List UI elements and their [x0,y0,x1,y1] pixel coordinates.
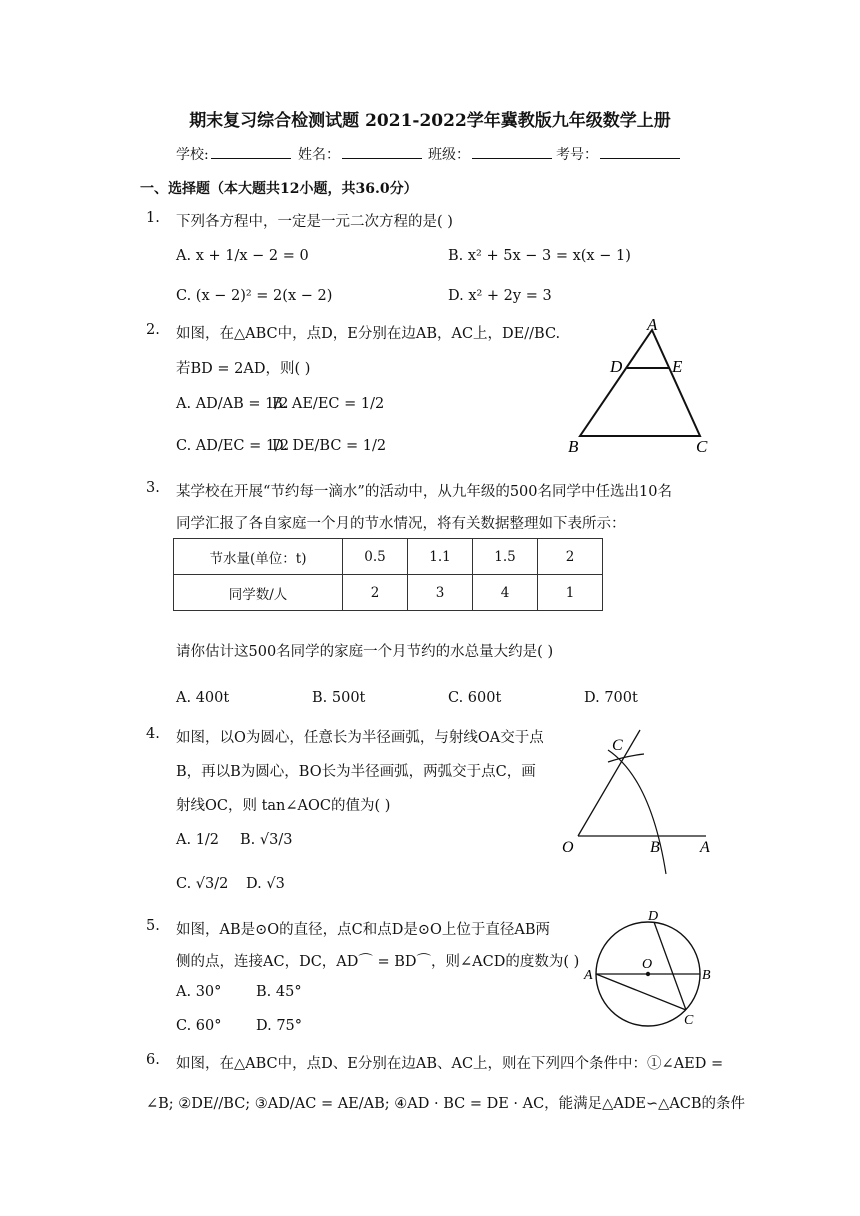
q3-data-table [173,538,603,611]
table-cell: 1.1 [408,539,473,575]
q1-option-d[interactable]: D. x² + 2y = 3 [448,288,552,304]
q5-option-a[interactable]: A. 30° [176,984,222,1000]
q2-stem-line1: 如图，在△ABC中，点D，E分别在边AB，AC上，DE//BC. [176,326,561,342]
label-d: D [648,909,659,924]
class-blank[interactable] [472,146,552,159]
q3-ask: 请你估计这500名同学的家庭一个月节约的水总量大约是( ) [176,644,554,660]
q3-option-a[interactable]: A. 400t [176,690,230,706]
chord-dc [654,922,686,1010]
q2-option-a[interactable]: A. AD/AB = 1/2 [176,396,289,412]
q1-stem: 下列各方程中，一定是一元二次方程的是( ) [176,214,453,230]
chord-ac [596,974,686,1010]
table-cell: 0.5 [343,539,408,575]
q4-option-c[interactable]: C. √3/2 [176,876,229,892]
label-b: B [568,437,579,456]
label-c: C [612,737,623,754]
ray-oc [578,730,640,836]
label-c: C [696,437,708,456]
table-cell: 4 [473,575,538,611]
label-a: A [647,316,658,334]
table-cell: 1 [538,575,603,611]
q5-option-c[interactable]: C. 60° [176,1018,222,1034]
label-b: B [650,839,660,856]
q2-stem-line2: 若BD = 2AD，则( ) [176,361,311,377]
q2-option-d[interactable]: D. DE/BC = 1/2 [272,438,387,454]
q4-option-a[interactable]: A. 1/2 [176,832,220,848]
table-header-cell: 同学数/人 [174,575,343,611]
q4-stem-line2: B，再以B为圆心，BO长为半径画弧，两弧交于点C，画 [176,764,536,780]
info-exam-number: 考号： [556,144,682,164]
name-blank[interactable] [342,146,422,159]
q3-option-c[interactable]: C. 600t [448,690,502,706]
q3-stem-line2: 同学汇报了各自家庭一个月的节水情况，将有关数据整理如下表所示： [176,516,626,532]
label-o: O [642,957,653,972]
table-header-cell: 节水量(单位：t) [174,539,343,575]
school-blank[interactable] [211,146,291,159]
q2-option-b[interactable]: B. AE/EC = 1/2 [272,396,385,412]
section-title: 一、选择题（本大题共12小题，共36.0分） [140,181,418,197]
q4-option-b[interactable]: B. √3/3 [240,832,293,848]
page-title: 期末复习综合检测试题 2021-2022学年冀教版九年级数学上册 [189,111,671,131]
table-cell: 3 [408,575,473,611]
table-row [174,575,603,611]
exam-number-blank[interactable] [600,146,680,159]
label-o: O [562,839,574,856]
q3-option-b[interactable]: B. 500t [312,690,366,706]
info-school: 学校: [176,144,293,164]
info-class: 班级： [428,144,554,164]
triangle-abc [580,330,700,436]
q6-stem-line1: 如图，在△ABC中，点D、E分别在边AB、AC上，则在下列四个条件中：①∠AED = [176,1056,724,1072]
q4-stem-line1: 如图，以O为圆心，任意长为半径画弧，与射线OA交于点 [176,730,544,746]
q1-option-a[interactable]: A. x + 1/x − 2 = 0 [176,248,309,264]
q4-number: 4. [146,726,160,742]
table-cell: 2 [538,539,603,575]
q2-triangle-figure [562,316,722,460]
label-c: C [684,1013,694,1028]
label-e: E [672,357,683,376]
label-b: B [702,968,711,983]
q6-stem-line2: ∠B; ②DE//BC; ③AD/AC = AE/AB; ④AD · BC = DE · AC，能满足△ADE∽△ACB的条件 [146,1096,746,1112]
label-d: D [610,357,623,376]
table-cell: 1.5 [473,539,538,575]
q5-option-d[interactable]: D. 75° [256,1018,303,1034]
info-name: 姓名： [298,144,424,164]
q3-stem-line1: 某学校在开展“节约每一滴水”的活动中，从九年级的500名同学中任选出10名 [176,484,672,500]
table-row [174,539,603,575]
q3-number: 3. [146,480,160,496]
q4-option-d[interactable]: D. √3 [246,876,285,892]
table-cell: 2 [343,575,408,611]
q2-number: 2. [146,322,160,338]
center-dot [646,972,650,976]
q4-stem-line3: 射线OC，则 tan∠AOC的值为( ) [176,798,391,814]
label-a: A [700,839,710,856]
q2-option-c[interactable]: C. AD/EC = 1/2 [176,438,290,454]
q4-construction-figure [556,724,720,884]
q5-option-b[interactable]: B. 45° [256,984,302,1000]
q5-number: 5. [146,918,160,934]
q1-option-b[interactable]: B. x² + 5x − 3 = x(x − 1) [448,248,631,264]
label-a: A [584,968,593,983]
q5-stem-line1: 如图，AB是⊙O的直径，点C和点D是⊙O上位于直径AB两 [176,922,551,938]
q3-option-d[interactable]: D. 700t [584,690,638,706]
q6-number: 6. [146,1052,160,1068]
q5-circle-figure [582,904,716,1032]
q1-option-c[interactable]: C. (x − 2)² = 2(x − 2) [176,288,333,304]
q1-number: 1. [146,210,160,226]
q5-stem-line2: 侧的点，连接AC，DC，AD⌒ = BD⌒，则∠ACD的度数为( ) [176,954,580,970]
